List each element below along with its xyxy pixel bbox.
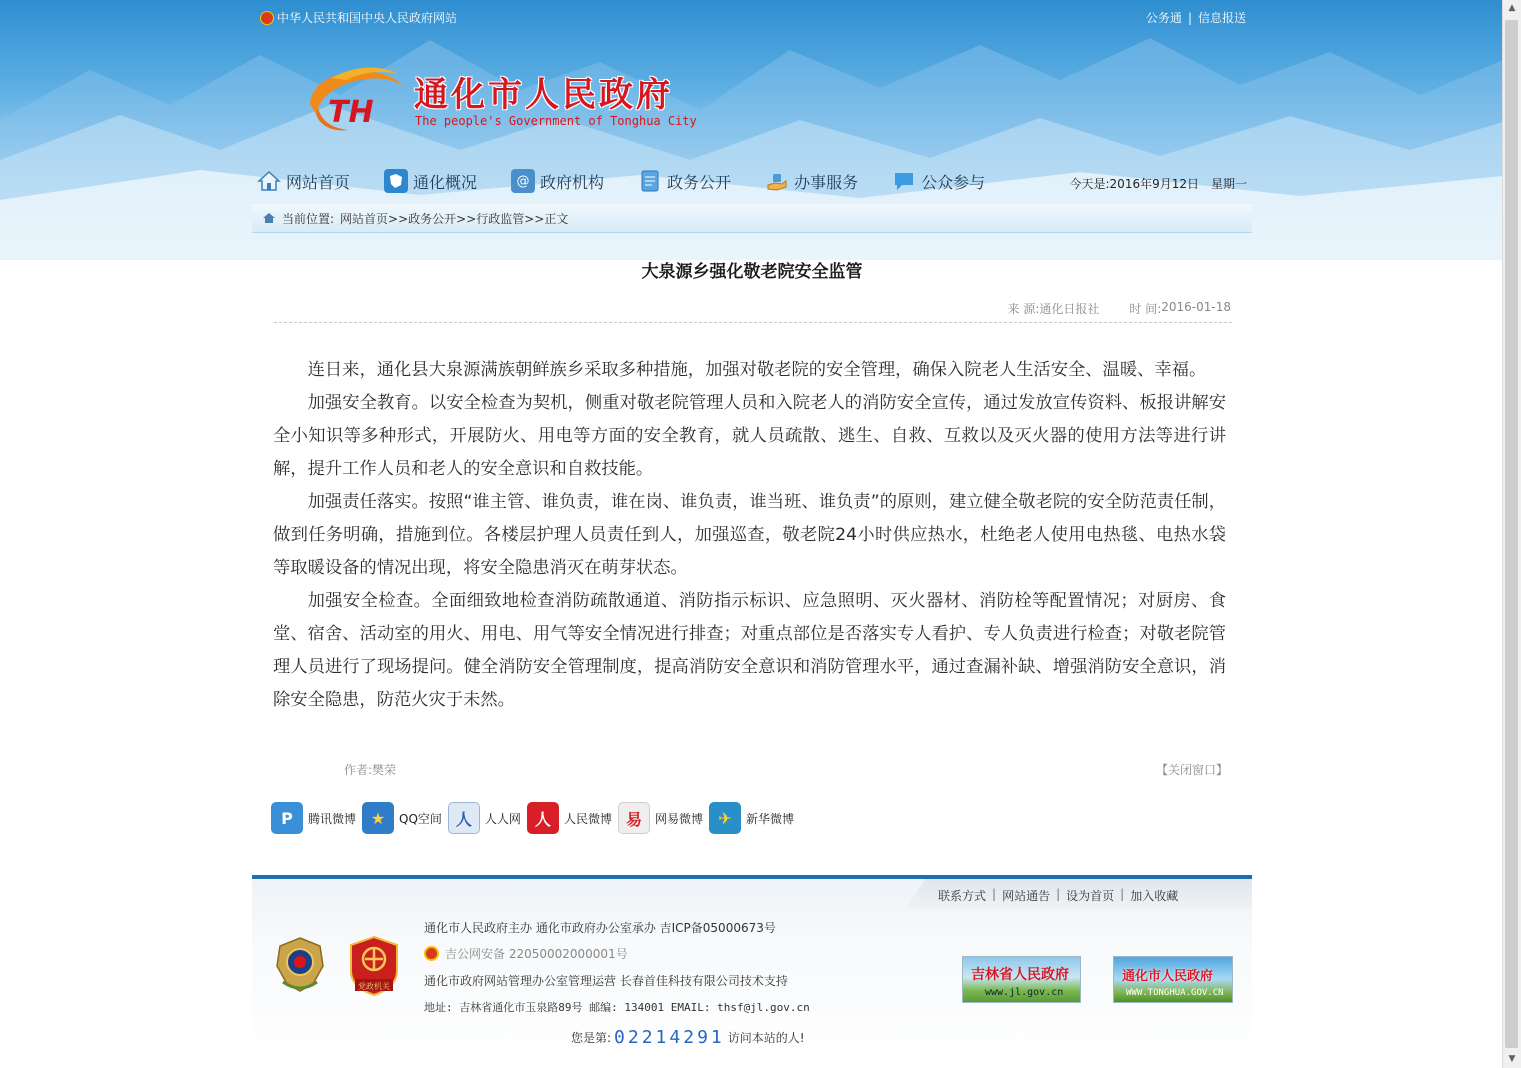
central-gov-link[interactable] xyxy=(260,9,457,26)
central-gov-link-label: 中华人民共和国中央人民政府网站 xyxy=(277,11,458,25)
scroll-down-icon[interactable]: ▼ xyxy=(1508,1054,1516,1064)
nav-item-home[interactable] xyxy=(257,169,350,193)
jilin-gov-banner[interactable] xyxy=(962,956,1081,1003)
nav-item-label: 政务公开 xyxy=(667,172,732,192)
footer-police-record[interactable] xyxy=(424,945,628,962)
article-paragraph: 加强责任落实。按照“谁主管、谁负责，谁在岗、谁负责，谁当班、谁负责”的原则，建立健全敬老院的安全防范责任制，做到任务明确，措施到位。各楼层护理人员责任到人，加强巡查，敬老院24小时供应热水，杜绝老人使用电热毯、电热水袋等取暖设备的情况出现，将安全隐患消灭在萌芽状态。 xyxy=(273,492,1226,578)
today-date: 今天是:2016年9月12日 星期一 xyxy=(1069,177,1247,191)
nav-item-label: 公众参与 xyxy=(921,172,986,192)
footer-link-separator: | xyxy=(1056,887,1061,901)
article-title: 大泉源乡强化敬老院安全监管 xyxy=(641,262,863,282)
site-subtitle: The people's Government of Tonghua City xyxy=(415,114,697,128)
top-right-links xyxy=(1146,9,1246,26)
footer-link-separator: | xyxy=(992,887,997,901)
map-icon xyxy=(384,169,408,193)
footer-link-add-favorite[interactable]: 加入收藏 xyxy=(1130,889,1179,903)
police-badge-icon[interactable] xyxy=(273,936,327,994)
top-link-gongwutong[interactable]: 公务通 xyxy=(1145,11,1182,25)
article-paragraph: 连日来，通化县大泉源满族朝鲜族乡采取多种措施，加强对敬老院的安全管理，确保入院老人生活安全、温暖、幸福。 xyxy=(307,360,1207,380)
counter-digits: 02214291 xyxy=(614,1027,725,1048)
share-label: 网易微博 xyxy=(654,811,703,826)
nav-item-label: 政府机构 xyxy=(540,172,605,192)
tencent-weibo-icon: P xyxy=(271,802,303,834)
share-qzone[interactable] xyxy=(362,802,442,834)
svg-text:党政机关: 党政机关 xyxy=(358,982,390,991)
at-sign-icon: @ xyxy=(511,169,535,193)
national-emblem-icon xyxy=(260,11,274,25)
party-government-badge[interactable] xyxy=(347,935,401,1001)
nav-item-overview[interactable] xyxy=(384,169,477,193)
vertical-scrollbar[interactable] xyxy=(1502,0,1521,1068)
time-label: 时 间: xyxy=(1129,302,1162,316)
share-xinhua-weibo[interactable] xyxy=(709,802,794,834)
party-badge-icon xyxy=(347,935,401,997)
house-icon xyxy=(257,169,281,193)
counter-prefix: 您是第: xyxy=(571,1031,612,1045)
share-label: QQ空间 xyxy=(399,811,442,826)
top-bar xyxy=(252,0,1252,34)
article-paragraph: 加强安全教育。以安全检查为契机，侧重对敬老院管理人员和入院老人的消防安全宣传，通过发放宣传资料、板报讲解安全小知识等多种形式，开展防火、用电等方面的安全教育，就人员疏散、逃生、自救、互救以及灭火器的使用方法等进行讲解，提升工作人员和老人的安全意识和自救技能。 xyxy=(273,393,1226,479)
nav-item-label: 通化概况 xyxy=(413,172,478,192)
footer-link-notice[interactable]: 网站通告 xyxy=(1002,889,1051,903)
article-meta xyxy=(1008,300,1231,317)
share-tencent-weibo[interactable] xyxy=(271,802,356,834)
document-icon xyxy=(638,169,662,193)
banner-title: 通化市人民政府 xyxy=(1122,969,1214,984)
main-nav xyxy=(257,166,1247,196)
renren-icon: 人 xyxy=(448,802,480,834)
article-time: 2016-01-18 xyxy=(1161,300,1231,314)
share-renren[interactable] xyxy=(448,802,521,834)
meta-divider xyxy=(274,322,1232,323)
footer-link-separator: | xyxy=(1120,887,1125,901)
share-people-weibo[interactable] xyxy=(527,802,612,834)
nav-item-label: 网站首页 xyxy=(286,172,351,192)
svg-text:TH: TH xyxy=(328,95,374,130)
banner-url: www.jl.gov.cn xyxy=(985,987,1064,998)
close-window-button[interactable]: 【关闭窗口】 xyxy=(1155,763,1228,777)
chat-bubble-icon xyxy=(892,169,916,193)
share-label: 新华微博 xyxy=(745,811,794,826)
logo-mark-icon xyxy=(302,64,406,134)
scroll-thumb[interactable] xyxy=(1505,20,1518,1048)
article-source: 通化日报社 xyxy=(1039,302,1100,316)
nav-item-public-participation[interactable] xyxy=(892,169,985,193)
site-title: 通化市人民政府 xyxy=(414,75,673,115)
people-weibo-icon: 人 xyxy=(527,802,559,834)
share-bar xyxy=(271,802,800,834)
police-record-icon xyxy=(424,946,439,961)
breadcrumb-path[interactable]: 网站首页>>政务公开>>行政监管>>正文 xyxy=(340,211,569,226)
footer-host-line: 通化市人民政府主办 通化市政府办公室承办 吉ICP备05000673号 xyxy=(424,921,776,935)
share-netease-weibo[interactable] xyxy=(618,802,703,834)
scroll-up-icon[interactable]: ▲ xyxy=(1508,3,1516,13)
tonghua-gov-banner[interactable] xyxy=(1113,956,1233,1003)
footer-address-line: 地址: 吉林省通化市玉泉路89号 邮编: 134001 EMAIL: thsf@jl.gov.cn xyxy=(424,1001,810,1014)
share-label: 人民微博 xyxy=(563,811,612,826)
footer-link-set-homepage[interactable]: 设为首页 xyxy=(1066,889,1115,903)
site-logo[interactable] xyxy=(302,64,712,144)
share-label: 腾讯微博 xyxy=(308,811,357,826)
share-label: 人人网 xyxy=(484,811,521,826)
hand-icon xyxy=(765,169,789,193)
breadcrumb xyxy=(252,204,1252,233)
banner-title: 吉林省人民政府 xyxy=(971,967,1069,983)
qzone-star-icon: ★ xyxy=(362,802,394,834)
xinhua-weibo-icon: ✈ xyxy=(709,802,741,834)
nav-item-services[interactable] xyxy=(765,169,858,193)
footer-operator-line: 通化市政府网站管理办公室管理运营 长春首佳科技有限公司技术支持 xyxy=(424,974,788,988)
nav-item-label: 办事服务 xyxy=(794,172,859,192)
banner-url: WWW.TONGHUA.GOV.CN xyxy=(1126,988,1224,998)
nav-item-government-agencies[interactable] xyxy=(511,169,604,193)
article-author: 作者:樊荣 xyxy=(344,763,397,777)
netease-weibo-icon: 易 xyxy=(618,802,650,834)
top-link-separator: | xyxy=(1187,10,1192,25)
footer-link-contact[interactable]: 联系方式 xyxy=(938,889,987,903)
visit-counter xyxy=(571,1027,805,1048)
breadcrumb-label: 当前位置: xyxy=(282,211,335,226)
footer-links xyxy=(938,887,1178,904)
top-link-info-report[interactable]: 信息报送 xyxy=(1197,11,1246,25)
article-body xyxy=(273,354,1226,717)
counter-suffix: 访问本站的人! xyxy=(727,1031,805,1045)
nav-item-government-affairs[interactable] xyxy=(638,169,731,193)
article-paragraph: 加强安全检查。全面细致地检查消防疏散通道、消防指示标识、应急照明、灭火器材、消防栓等配置情况；对厨房、食堂、宿舍、活动室的用火、用电、用气等安全情况进行排查；对重点部位是否落实专人看护、专人负责进行检查；对敬老院管理人员进行了现场提问。健全消防安全管理制度，提高消防安全意识和消防管理水平，通过查漏补缺、增强消防安全意识，消除安全隐患，防范火灾于未然。 xyxy=(273,591,1226,710)
police-record-label: 吉公网安备 22050002000001号 xyxy=(445,947,628,961)
source-label: 来 源: xyxy=(1007,302,1040,316)
home-icon xyxy=(262,212,276,224)
